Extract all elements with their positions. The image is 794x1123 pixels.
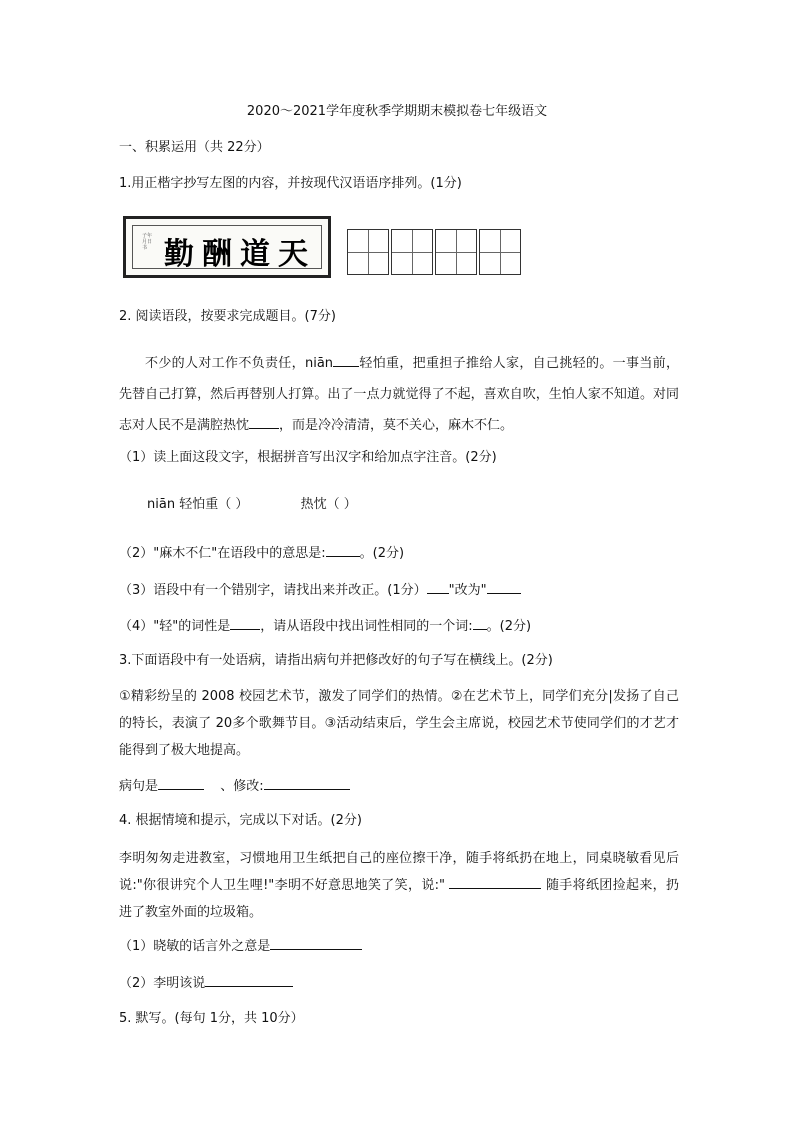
answer-blank[interactable]: [158, 775, 204, 790]
question-3-prompt: 3.下面语段中有一处语病，请指出病句并把修改好的句子写在横线上。(2分): [119, 653, 553, 668]
question-2-passage: 不少的人对工作不负责任，niān 轻怕重，把重担子推给人家，自己挑轻的。一事当前，先替自己打算，然后再替别人打算。出了一点力就觉得了不起，喜欢自吹，生怕人家不知道。对同志对人民不是满腔热忱 ，而是冷冷清清，莫不关心，麻木不仁。: [119, 348, 679, 441]
question-3-passage: ①精彩纷呈的 2008 校园艺术节，激发了同学们的热情。②在艺术节上，同学们充分|发扬了自己的特长，表演了 20多个歌舞节目。③活动结束后，学生会主席说，校园艺术节使同学们的才艺才能得到了极大地提高。: [119, 689, 679, 758]
writing-grid[interactable]: [347, 229, 521, 275]
question-4-sub-1: （1）晓敏的话言外之意是: [119, 935, 362, 956]
answer-blank[interactable]: [473, 615, 487, 630]
question-2-sub-1: （1）读上面这段文字，根据拼音写出汉字和给加点字注音。(2分): [119, 450, 497, 465]
exam-title: 2020～2021学年度秋季学期期末模拟卷七年级语文: [246, 104, 548, 119]
section-heading: 一、积累运用（共 22分）: [119, 140, 270, 155]
grid-cell[interactable]: [391, 229, 433, 275]
question-3-answer: 病句是 、修改:: [119, 775, 350, 796]
answer-blank[interactable]: [326, 542, 360, 557]
question-5-prompt: 5. 默写。(每句 1分，共 10分）: [119, 1011, 304, 1026]
question-4-prompt: 4. 根据情境和提示，完成以下对话。(2分): [119, 813, 362, 828]
calligraphy-text: 勤酬道天: [164, 237, 316, 272]
answer-blank[interactable]: [270, 935, 362, 950]
answer-blank[interactable]: [249, 414, 279, 429]
question-4-sub-2: （2）李明该说: [119, 972, 293, 993]
question-2-sub-4: （4）"轻"的词性是 ，请从语段中找出词性相同的一个词: 。(2分): [119, 615, 531, 636]
question-4-passage: 李明匆匆走进教室，习惯地用卫生纸把自己的座位擦干净，随手将纸扔在地上，同桌晓敏看见后说:"你很讲究个人卫生哩!"李明不好意思地笑了笑，说:" 随手将纸团捡起来，扔进了教室外面的垃圾箱。: [119, 851, 679, 920]
calligraphy-seal: 子年月日书: [142, 233, 153, 251]
answer-blank[interactable]: [205, 972, 293, 987]
answer-blank[interactable]: [427, 579, 449, 594]
question-2-prompt: 2. 阅读语段，按要求完成题目。(7分): [119, 309, 336, 324]
question-1-prompt: 1.用正楷字抄写左图的内容，并按现代汉语语序排列。(1分): [119, 176, 462, 191]
pinyin-answer-row: niān 轻怕重（ ） 热忱（ ）: [147, 497, 357, 512]
answer-blank[interactable]: [333, 352, 359, 367]
calligraphy-image: [123, 216, 331, 278]
answer-blank[interactable]: [449, 874, 541, 889]
answer-blank[interactable]: [487, 579, 521, 594]
grid-cell[interactable]: [479, 229, 521, 275]
question-2-sub-2: （2）"麻木不仁"在语段中的意思是: 。(2分): [119, 542, 404, 563]
grid-cell[interactable]: [347, 229, 389, 275]
answer-blank[interactable]: [264, 775, 350, 790]
answer-blank[interactable]: [230, 615, 260, 630]
grid-cell[interactable]: [435, 229, 477, 275]
question-2-sub-3: （3）语段中有一个错别字，请找出来并改正。(1分） "改为": [119, 579, 521, 600]
